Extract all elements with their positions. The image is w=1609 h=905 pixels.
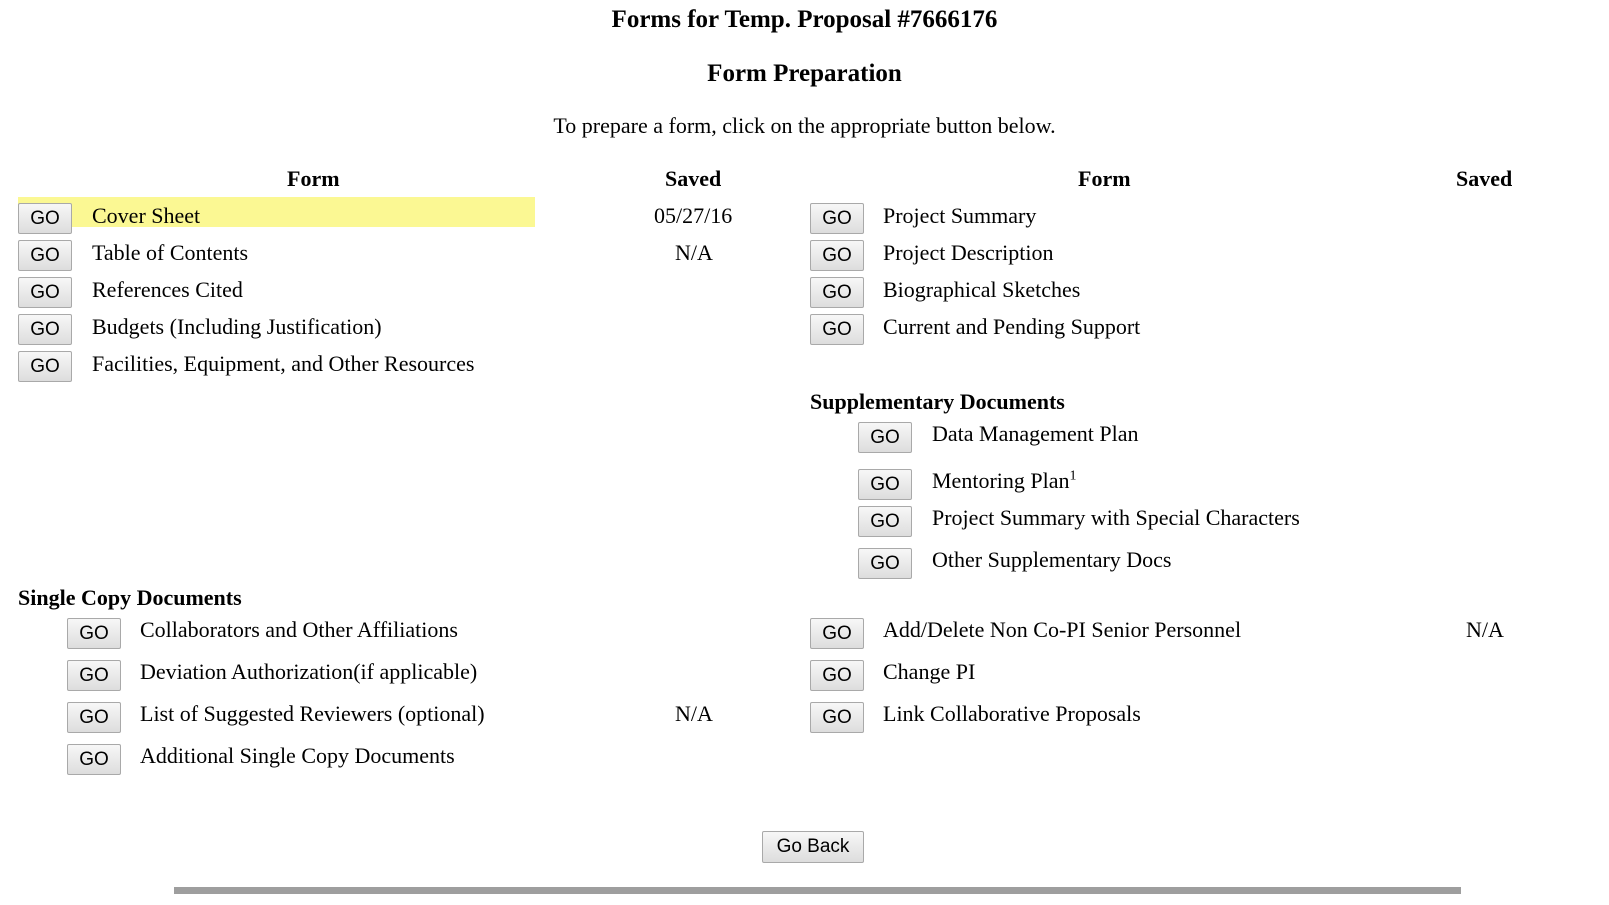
- right-form-header: Form: [1078, 166, 1131, 191]
- go-button-additional-single-copy[interactable]: GO: [67, 744, 121, 775]
- go-button-project-description[interactable]: GO: [810, 240, 864, 271]
- go-back-button[interactable]: Go Back: [762, 831, 864, 863]
- form-label: Other Supplementary Docs: [932, 547, 1172, 572]
- instructions-text: To prepare a form, click on the appropriate button below.: [553, 113, 1056, 138]
- left-saved-header: Saved: [665, 166, 722, 191]
- form-label: Collaborators and Other Affiliations: [140, 617, 458, 642]
- form-label: Project Summary with Special Characters: [932, 505, 1300, 530]
- saved-date: N/A: [1466, 617, 1504, 642]
- saved-date: 05/27/16: [654, 203, 733, 228]
- go-button-mentoring-plan[interactable]: GO: [858, 469, 912, 500]
- form-label: Table of Contents: [92, 240, 249, 265]
- form-label: Change PI: [883, 659, 976, 684]
- go-button-cover-sheet[interactable]: GO: [18, 203, 72, 234]
- form-label: Add/Delete Non Co-PI Senior Personnel: [883, 617, 1242, 642]
- form-label: [932, 468, 1077, 494]
- form-label: Data Management Plan: [932, 421, 1139, 446]
- go-button-collaborators[interactable]: GO: [67, 618, 121, 649]
- go-button-special-characters[interactable]: GO: [858, 506, 912, 537]
- form-label: Biographical Sketches: [883, 277, 1081, 302]
- go-button-link-collaborative[interactable]: GO: [810, 702, 864, 733]
- form-label: Current and Pending Support: [883, 314, 1141, 339]
- left-form-header: Form: [287, 166, 340, 191]
- go-button-other-supplementary[interactable]: GO: [858, 548, 912, 579]
- footnote-marker: 1: [1069, 468, 1077, 484]
- go-button-budgets[interactable]: GO: [18, 314, 72, 345]
- go-button-suggested-reviewers[interactable]: GO: [67, 702, 121, 733]
- form-label: Cover Sheet: [92, 203, 201, 228]
- horizontal-divider: [174, 887, 1461, 894]
- go-button-biographical-sketches[interactable]: GO: [810, 277, 864, 308]
- saved-date: N/A: [675, 701, 713, 726]
- page-subtitle: Form Preparation: [707, 60, 902, 87]
- supplementary-heading: Supplementary Documents: [810, 389, 1065, 414]
- mentoring-plan-label: Mentoring Plan: [932, 468, 1070, 493]
- form-label: Deviation Authorization(if applicable): [140, 659, 478, 684]
- go-button-senior-personnel[interactable]: GO: [810, 618, 864, 649]
- form-label: Project Description: [883, 240, 1054, 265]
- go-button-references-cited[interactable]: GO: [18, 277, 72, 308]
- form-label: Link Collaborative Proposals: [883, 701, 1141, 726]
- single-copy-heading: Single Copy Documents: [18, 585, 242, 610]
- right-saved-header: Saved: [1456, 166, 1513, 191]
- form-label: Budgets (Including Justification): [92, 314, 382, 339]
- go-button-project-summary[interactable]: GO: [810, 203, 864, 234]
- go-button-change-pi[interactable]: GO: [810, 660, 864, 691]
- saved-date: N/A: [675, 240, 713, 265]
- page-title: Forms for Temp. Proposal #7666176: [611, 6, 998, 33]
- form-label: Additional Single Copy Documents: [140, 743, 455, 768]
- form-label: List of Suggested Reviewers (optional): [140, 701, 485, 726]
- go-button-table-of-contents[interactable]: GO: [18, 240, 72, 271]
- form-label: Facilities, Equipment, and Other Resources: [92, 351, 475, 376]
- go-button-data-management-plan[interactable]: GO: [858, 422, 912, 453]
- form-label: References Cited: [92, 277, 243, 302]
- form-label: Project Summary: [883, 203, 1037, 228]
- go-button-deviation-authorization[interactable]: GO: [67, 660, 121, 691]
- go-button-facilities[interactable]: GO: [18, 351, 72, 382]
- go-button-current-pending-support[interactable]: GO: [810, 314, 864, 345]
